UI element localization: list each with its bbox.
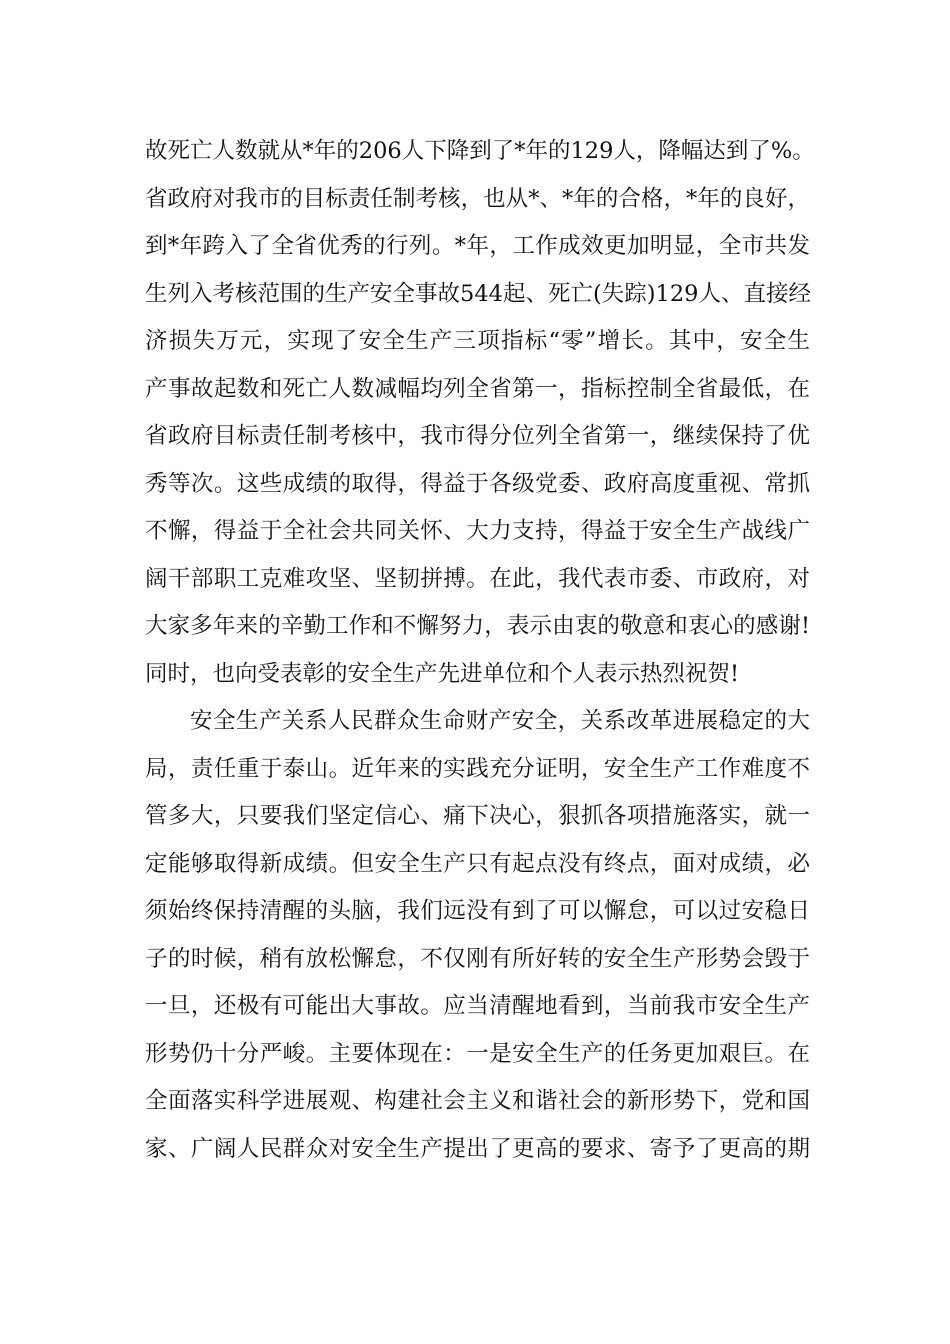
paragraph-line: 一旦，还极有可能出大事故。应当清醒地看到，当前我市安全生产 — [145, 993, 810, 1019]
paragraph-line: 同时，也向受表彰的安全生产先进单位和个人表示热烈祝贺! — [145, 660, 740, 687]
paragraph-2 — [145, 698, 810, 1173]
paragraph-line: 济损失万元，实现了安全生产三项指标“零”增长。其中，安全生 — [145, 328, 810, 354]
paragraph-line: 生列入考核范围的生产安全事故544起、死亡(失踪)129人、直接经 — [145, 280, 811, 307]
paragraph-line: 不懈，得益于全社会共同关怀、大力支持，得益于安全生产战线广 — [145, 518, 810, 544]
paragraph-line: 全面落实科学进展观、构建社会主义和谐社会的新形势下，党和国 — [145, 1088, 810, 1114]
paragraph-line: 阔干部职工克难攻坚、坚韧拼搏。在此，我代表市委、市政府，对 — [145, 565, 810, 592]
paragraph-line: 秀等次。这些成绩的取得，得益于各级党委、政府高度重视、常抓 — [145, 470, 810, 497]
paragraph-line: 定能够取得新成绩。但安全生产只有起点没有终点，面对成绩，必 — [145, 850, 810, 877]
paragraph-line: 局，责任重于泰山。近年来的实践充分证明，安全生产工作难度不 — [145, 755, 810, 782]
paragraph-line: 大家多年来的辛勤工作和不懈努力，表示由衷的敬意和衷心的感谢! — [145, 613, 810, 639]
paragraph-line: 管多大，只要我们坚定信心、痛下决心，狠抓各项措施落实，就一 — [145, 803, 810, 829]
paragraph-line: 到*年跨入了全省优秀的行列。*年，工作成效更加明显，全市共发 — [145, 233, 810, 259]
paragraph-1 — [145, 128, 815, 698]
paragraph-line: 安全生产关系人民群众生命财产安全，关系改革进展稳定的大 — [190, 708, 810, 734]
paragraph-line: 故死亡人数就从*年的206人下降到了*年的129人，降幅达到了%。 — [145, 138, 815, 164]
paragraph-line: 须始终保持清醒的头脑，我们远没有到了可以懈怠，可以过安稳日 — [145, 898, 810, 924]
paragraph-line: 形势仍十分严峻。主要体现在：一是安全生产的任务更加艰巨。在 — [145, 1040, 810, 1067]
paragraph-line: 产事故起数和死亡人数减幅均列全省第一，指标控制全省最低，在 — [145, 375, 810, 402]
paragraph-line: 子的时候，稍有放松懈怠，不仅刚有所好转的安全生产形势会毁于 — [145, 945, 810, 972]
paragraph-line: 省政府对我市的目标责任制考核，也从*、*年的合格，*年的良好， — [145, 185, 810, 212]
paragraph-line: 家、广阔人民群众对安全生产提出了更高的要求、寄予了更高的期 — [145, 1135, 810, 1162]
paragraph-line: 省政府目标责任制考核中，我市得分位列全省第一，继续保持了优 — [145, 423, 810, 449]
